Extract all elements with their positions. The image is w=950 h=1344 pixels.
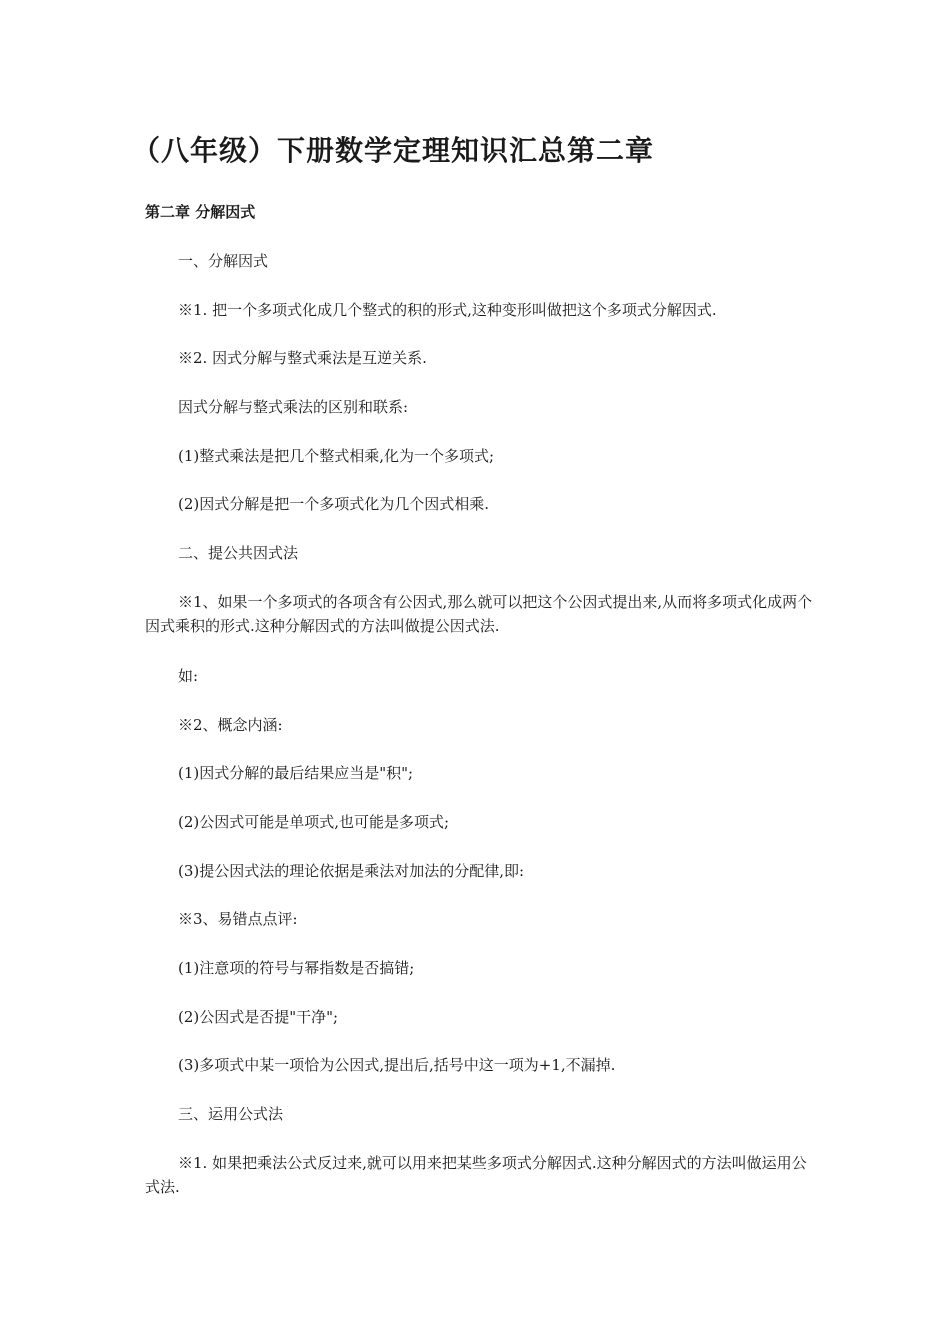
- paragraph-difference-2: (2)因式分解是把一个多项式化为几个因式相乘.: [178, 495, 490, 513]
- paragraph-section-2-heading: 二、提公共因式法: [178, 544, 299, 562]
- paragraph-concept-3: (3)提公因式法的理论依据是乘法对加法的分配律,即:: [178, 862, 525, 880]
- chapter-heading: 第二章 分解因式: [145, 203, 256, 221]
- paragraph-error-1: (1)注意项的符号与幂指数是否搞错;: [178, 959, 415, 977]
- paragraph-example-label: 如:: [178, 667, 199, 685]
- paragraph-concept-heading: ※2、概念内涵:: [178, 716, 283, 734]
- paragraph-common-factor-definition: ※1、如果一个多项式的各项含有公因式,那么就可以把这个公因式提出来,从而将多项式化成两个因式乘积的形式.这种分解因式的方法叫做提公因式法.: [145, 593, 813, 635]
- paragraph-difference-heading: 因式分解与整式乘法的区别和联系:: [178, 398, 409, 416]
- paragraph-error-2: (2)公因式是否提"干净";: [178, 1008, 339, 1026]
- paragraph-difference-1: (1)整式乘法是把几个整式相乘,化为一个多项式;: [178, 447, 495, 465]
- paragraph-inverse-relation: ※2. 因式分解与整式乘法是互逆关系.: [178, 349, 427, 367]
- paragraph-definition: ※1. 把一个多项式化成几个整式的积的形式,这种变形叫做把这个多项式分解因式.: [178, 301, 717, 319]
- document-title: （八年级）下册数学定理知识汇总第二章: [132, 134, 655, 167]
- paragraph-section-3-heading: 三、运用公式法: [178, 1105, 284, 1123]
- paragraph-section-1-heading: 一、分解因式: [178, 252, 269, 270]
- paragraph-error-3: (3)多项式中某一项恰为公因式,提出后,括号中这一项为+1,不漏掉.: [178, 1056, 616, 1074]
- paragraph-errors-heading: ※3、易错点点评:: [178, 910, 298, 928]
- paragraph-formula-method-definition: ※1. 如果把乘法公式反过来,就可以用来把某些多项式分解因式.这种分解因式的方法叫做运用公式法.: [145, 1154, 807, 1196]
- paragraph-concept-1: (1)因式分解的最后结果应当是"积";: [178, 764, 414, 782]
- paragraph-concept-2: (2)公因式可能是单项式,也可能是多项式;: [178, 813, 450, 831]
